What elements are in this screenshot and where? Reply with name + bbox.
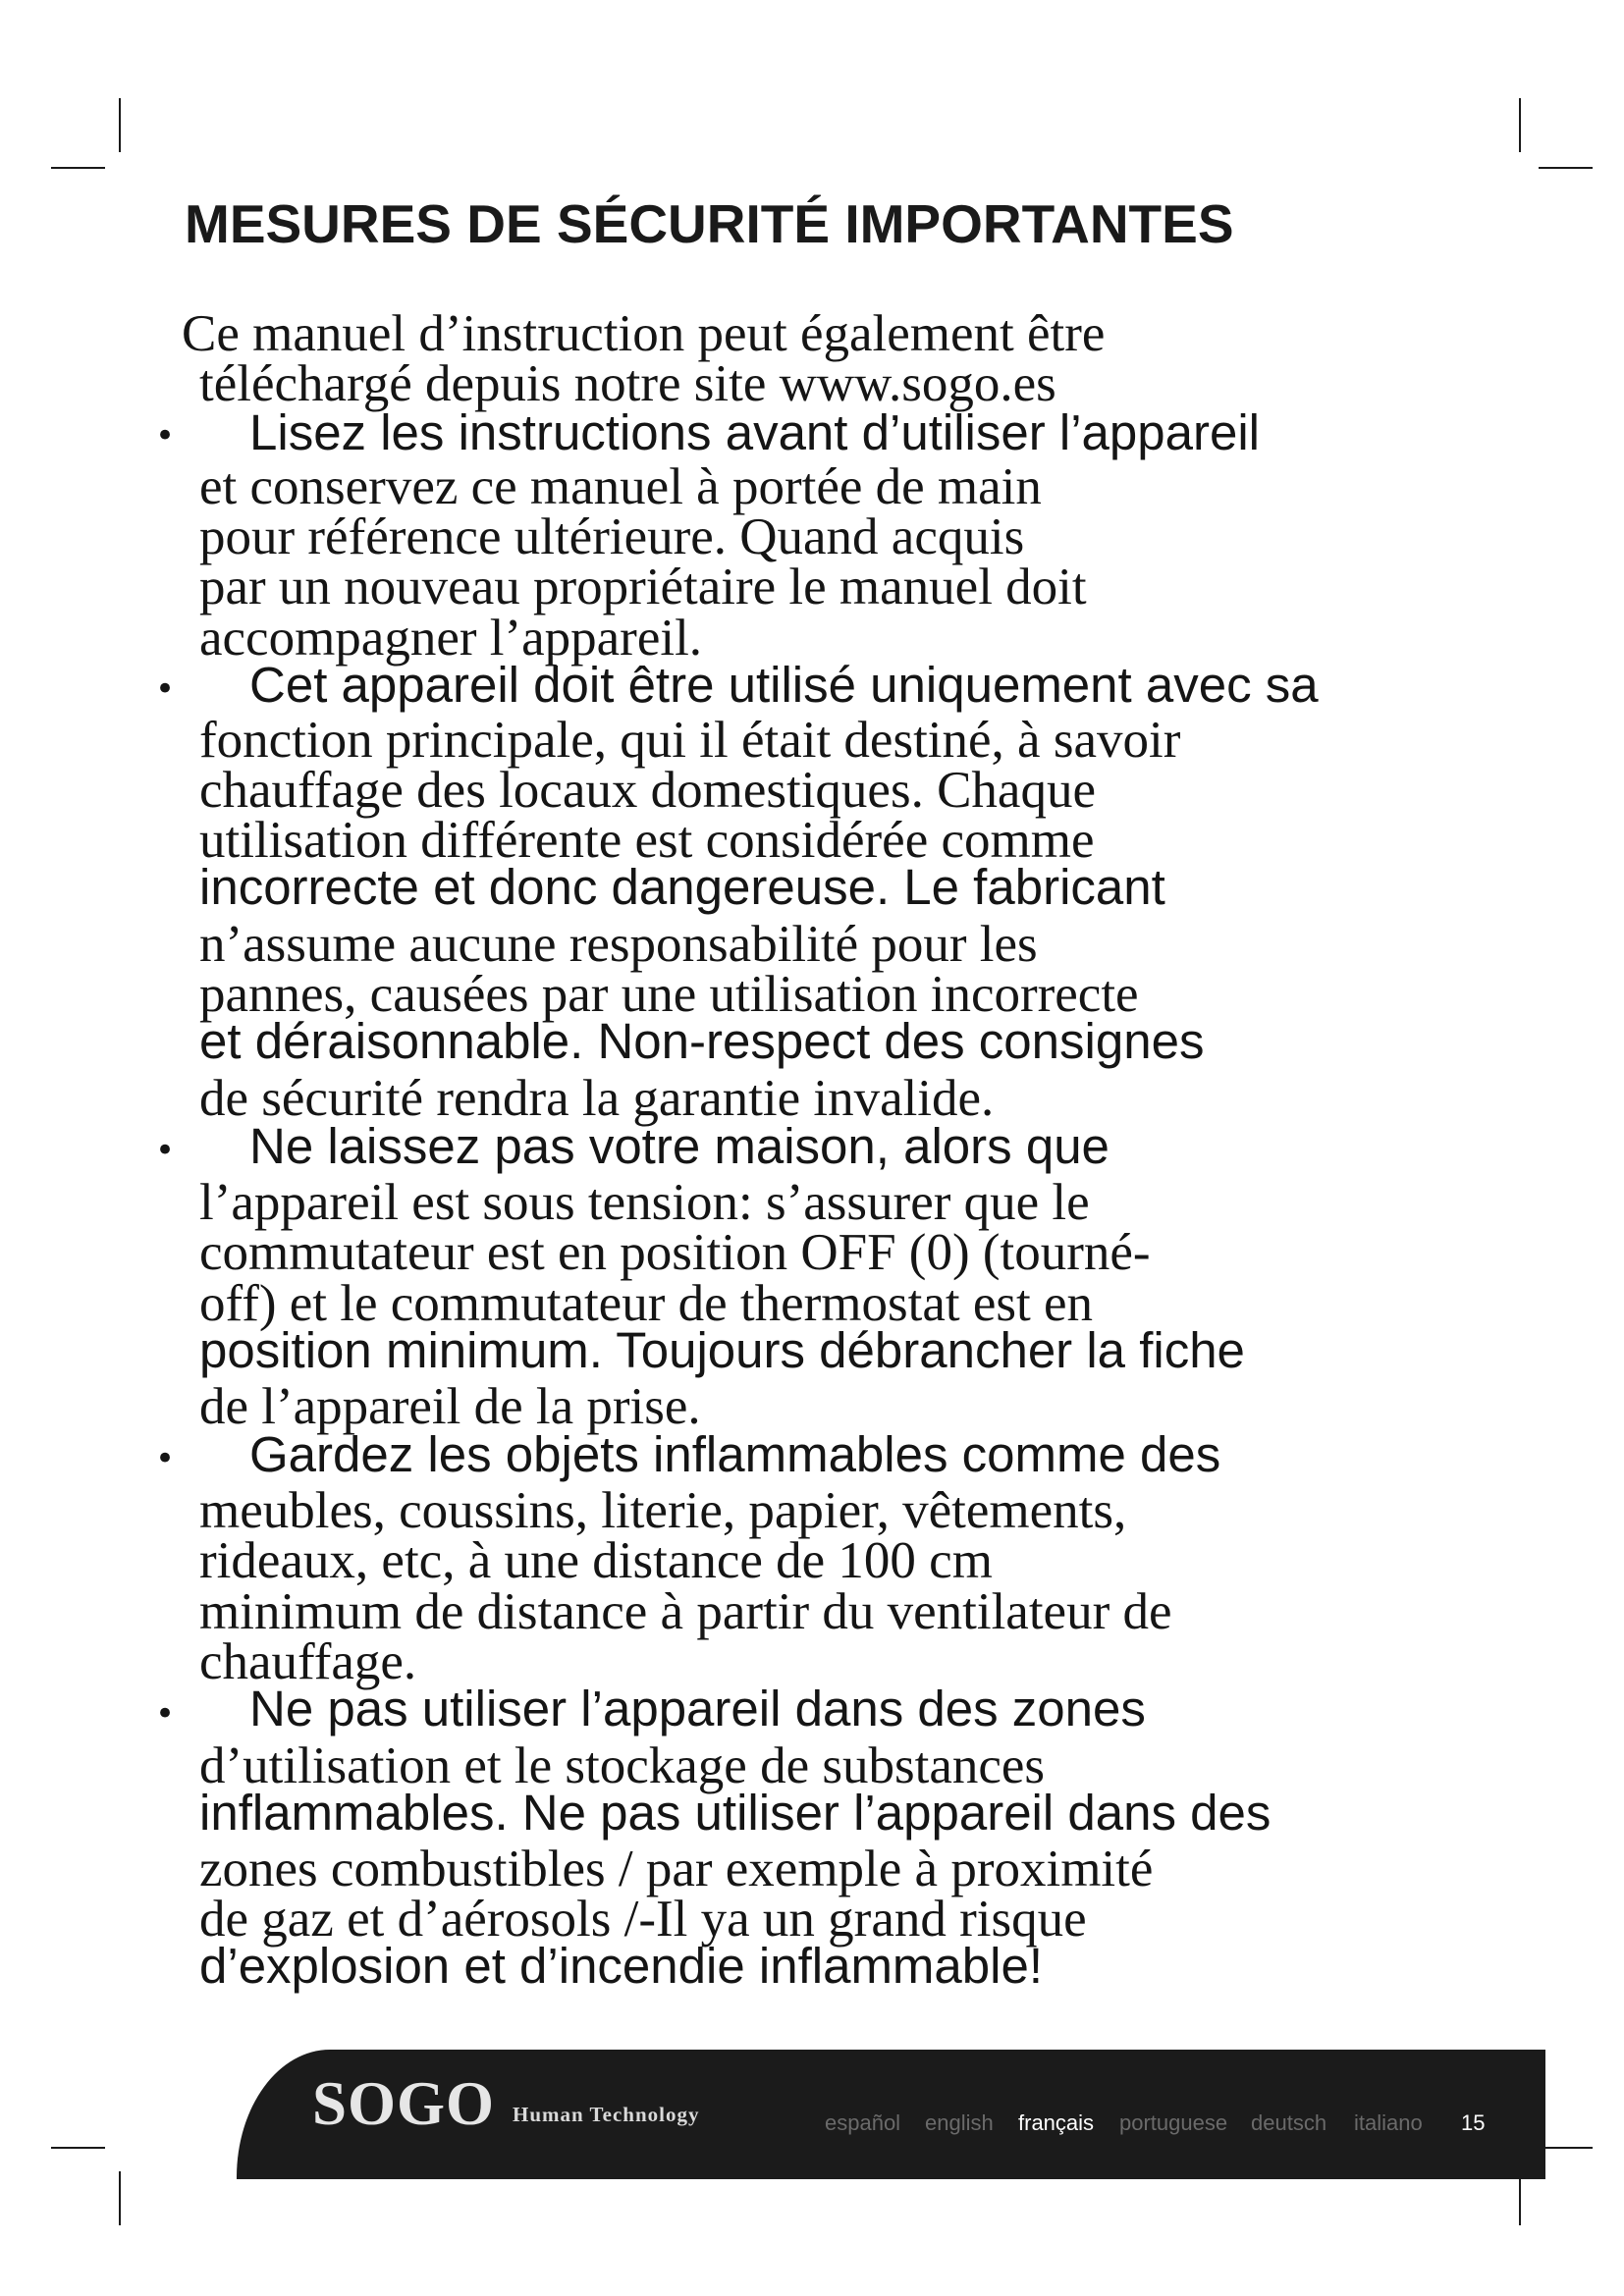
language-link-italiano[interactable]: italiano bbox=[1354, 2110, 1423, 2135]
list-item-line: par un nouveau propriétaire le manuel doit bbox=[199, 559, 1087, 615]
bullet-icon: • bbox=[155, 416, 176, 455]
list-item-line: de l’appareil de la prise. bbox=[199, 1378, 701, 1435]
list-item-line: position minimum. Toujours débrancher la fiche bbox=[199, 1322, 1245, 1378]
list-item-line: d’explosion et d’incendie inflammable! bbox=[199, 1938, 1044, 1994]
list-item-line: pour référence ultérieure. Quand acquis bbox=[199, 508, 1025, 565]
intro-line: Ce manuel d’instruction peut également être bbox=[182, 305, 1106, 362]
bullet-icon: • bbox=[155, 1439, 176, 1478]
list-item-line: Gardez les objets inflammables comme des bbox=[249, 1426, 1221, 1482]
language-link-deutsch[interactable]: deutsch bbox=[1251, 2110, 1327, 2135]
list-item-line: et conservez ce manuel à portée de main bbox=[199, 458, 1042, 515]
crop-mark bbox=[51, 167, 105, 169]
list-item-line: chauffage. bbox=[199, 1633, 417, 1690]
list-item-line: rideaux, etc, à une distance de 100 cm bbox=[199, 1532, 993, 1589]
bullet-icon: • bbox=[155, 1131, 176, 1170]
crop-mark bbox=[1519, 2171, 1521, 2225]
list-item-line: de sécurité rendra la garantie invalide. bbox=[199, 1070, 995, 1127]
crop-mark bbox=[1519, 98, 1521, 152]
bullet-icon: • bbox=[155, 669, 176, 709]
list-item-line: chauffage des locaux domestiques. Chaque bbox=[199, 762, 1096, 819]
page-title: MESURES DE SÉCURITÉ IMPORTANTES bbox=[185, 193, 1234, 254]
crop-mark bbox=[119, 2171, 121, 2225]
list-item-line: zones combustibles / par exemple à proximité bbox=[199, 1841, 1154, 1897]
list-item-line: Ne laissez pas votre maison, alors que bbox=[249, 1118, 1110, 1174]
page-number: 15 bbox=[1461, 2110, 1486, 2135]
crop-mark bbox=[1539, 167, 1593, 169]
list-item-line: meubles, coussins, literie, papier, vêtements, bbox=[199, 1482, 1127, 1539]
list-item-line: minimum de distance à partir du ventilateur de bbox=[199, 1583, 1172, 1640]
list-item-line: Lisez les instructions avant d’utiliser l’appareil bbox=[249, 404, 1260, 460]
language-link-english[interactable]: english bbox=[925, 2110, 994, 2135]
list-item-line: Ne pas utiliser l’appareil dans des zones bbox=[249, 1681, 1146, 1736]
list-item-line: commutateur est en position OFF (0) (tourné- bbox=[199, 1224, 1151, 1281]
list-item-line: n’assume aucune responsabilité pour les bbox=[199, 916, 1038, 973]
list-item-line: incorrecte et donc dangereuse. Le fabricant bbox=[199, 859, 1165, 915]
crop-mark bbox=[51, 2147, 105, 2149]
list-item-line: l’appareil est sous tension: s’assurer que le bbox=[199, 1174, 1090, 1231]
list-item-line: Cet appareil doit être utilisé uniquement avec sa bbox=[249, 657, 1319, 713]
crop-mark bbox=[119, 98, 121, 152]
bullet-icon: • bbox=[155, 1694, 176, 1734]
list-item-line: utilisation différente est considérée comme bbox=[199, 812, 1095, 869]
language-link-espanol[interactable]: español bbox=[825, 2110, 901, 2135]
list-item-line: fonction principale, qui il était destiné, à savoir bbox=[199, 712, 1181, 769]
intro-line: téléchargé depuis notre site www.sogo.es bbox=[199, 355, 1056, 412]
list-item-line: et déraisonnable. Non-respect des consignes bbox=[199, 1013, 1205, 1069]
list-item-line: de gaz et d’aérosols /-Il ya un grand risque bbox=[199, 1891, 1087, 1948]
language-link-portuguese[interactable]: portuguese bbox=[1119, 2110, 1228, 2135]
crop-mark bbox=[1539, 2147, 1593, 2149]
list-item-line: inflammables. Ne pas utiliser l’appareil dans des bbox=[199, 1785, 1272, 1841]
language-link-francais[interactable]: français bbox=[1018, 2110, 1095, 2135]
list-item-line: d’utilisation et le stockage de substances bbox=[199, 1737, 1046, 1794]
list-item-line: accompagner l’appareil. bbox=[199, 610, 703, 667]
brand-logo: SOGO bbox=[312, 2069, 496, 2138]
list-item-line: off) et le commutateur de thermostat est en bbox=[199, 1275, 1094, 1332]
list-item-line: pannes, causées par une utilisation incorrecte bbox=[199, 966, 1139, 1023]
brand-tagline: Human Technology bbox=[513, 2103, 700, 2126]
